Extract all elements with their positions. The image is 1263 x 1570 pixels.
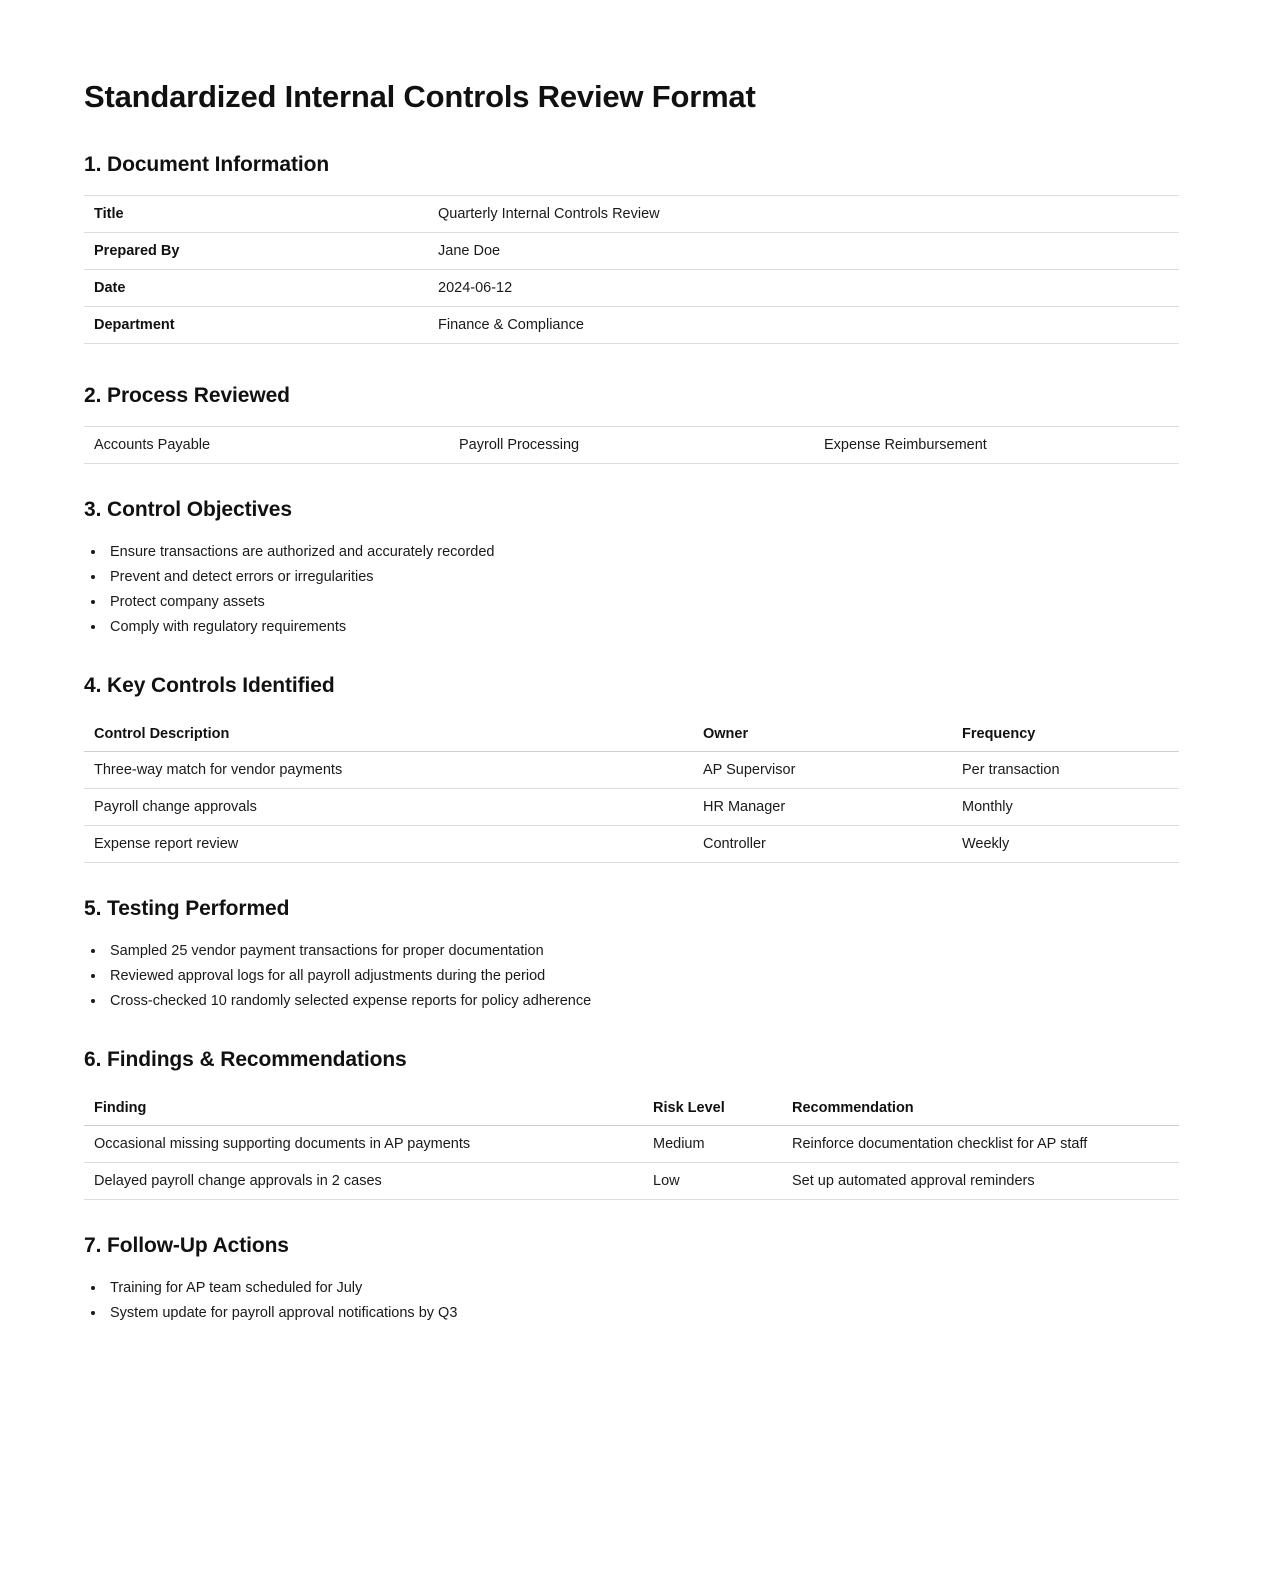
info-value: Finance & Compliance <box>428 307 1179 344</box>
cell-recommendation: Reinforce documentation checklist for AP staff <box>782 1125 1179 1162</box>
section-heading: 5. Testing Performed <box>84 896 290 920</box>
cell-frequency: Per transaction <box>952 751 1179 788</box>
section-follow-up-actions <box>84 1233 1179 1321</box>
cell-frequency: Weekly <box>952 825 1179 862</box>
cell-risk-level: Low <box>643 1162 782 1199</box>
table-row <box>84 825 1179 862</box>
cell-finding: Occasional missing supporting documents in AP payments <box>84 1125 643 1162</box>
column-header: Frequency <box>952 716 1179 752</box>
findings-table <box>84 1090 1179 1200</box>
list-item: • Cross-checked 10 randomly selected expense reports for policy adherence <box>106 989 1179 1014</box>
cell-control-description: Expense report review <box>84 825 693 862</box>
section-heading: 6. Findings & Recommendations <box>84 1047 407 1071</box>
info-value: Jane Doe <box>428 233 1179 270</box>
list-item: • Prevent and detect errors or irregularities <box>106 565 1179 590</box>
column-header: Owner <box>693 716 952 752</box>
process-item: Accounts Payable <box>84 427 449 464</box>
control-objectives-list <box>84 540 1179 640</box>
list-item: • System update for payroll approval notifications by Q3 <box>106 1301 1179 1326</box>
column-header: Control Description <box>84 716 693 752</box>
section-heading: 7. Follow-Up Actions <box>84 1233 289 1257</box>
document-information-table <box>84 195 1179 344</box>
cell-owner: Controller <box>693 825 952 862</box>
cell-risk-level: Medium <box>643 1125 782 1162</box>
list-item: • Ensure transactions are authorized and accurately recorded <box>106 540 1179 565</box>
table-row <box>84 307 1179 344</box>
cell-control-description: Payroll change approvals <box>84 788 693 825</box>
list-item: • Reviewed approval logs for all payroll adjustments during the period <box>106 964 1179 989</box>
column-header: Recommendation <box>782 1090 1179 1126</box>
info-value: Quarterly Internal Controls Review <box>428 196 1179 233</box>
cell-owner: AP Supervisor <box>693 751 952 788</box>
section-process-reviewed <box>84 384 1179 464</box>
table-row <box>84 751 1179 788</box>
section-document-information <box>84 153 1179 344</box>
section-heading: 4. Key Controls Identified <box>84 673 335 697</box>
cell-recommendation: Set up automated approval reminders <box>782 1162 1179 1199</box>
info-value: 2024-06-12 <box>428 270 1179 307</box>
table-row <box>84 427 1179 464</box>
testing-performed-list <box>84 939 1179 1014</box>
key-controls-table <box>84 716 1179 863</box>
page-title: Standardized Internal Controls Review Format <box>84 79 756 114</box>
list-item: • Comply with regulatory requirements <box>106 615 1179 640</box>
follow-up-actions-list <box>84 1276 1179 1321</box>
cell-frequency: Monthly <box>952 788 1179 825</box>
column-header: Risk Level <box>643 1090 782 1126</box>
cell-control-description: Three-way match for vendor payments <box>84 751 693 788</box>
table-row <box>84 233 1179 270</box>
process-item: Payroll Processing <box>449 427 814 464</box>
section-heading: 1. Document Information <box>84 153 330 177</box>
cell-owner: HR Manager <box>693 788 952 825</box>
section-key-controls <box>84 674 1179 863</box>
column-header: Finding <box>84 1090 643 1126</box>
table-row <box>84 196 1179 233</box>
info-key: Department <box>84 307 428 344</box>
table-row <box>84 788 1179 825</box>
list-item: • Sampled 25 vendor payment transactions for proper documentation <box>106 939 1179 964</box>
table-header-row <box>84 1090 1179 1126</box>
table-row <box>84 1162 1179 1199</box>
info-key: Prepared By <box>84 233 428 270</box>
list-item: • Training for AP team scheduled for July <box>106 1276 1179 1301</box>
info-key: Date <box>84 270 428 307</box>
process-item: Expense Reimbursement <box>814 427 1179 464</box>
section-heading: 2. Process Reviewed <box>84 384 290 408</box>
table-header-row <box>84 716 1179 752</box>
list-item: • Protect company assets <box>106 590 1179 615</box>
table-row <box>84 270 1179 307</box>
process-reviewed-table <box>84 426 1179 464</box>
section-heading: 3. Control Objectives <box>84 498 292 522</box>
section-findings-recommendations <box>84 1048 1179 1200</box>
section-testing-performed <box>84 897 1179 1014</box>
info-key: Title <box>84 196 428 233</box>
cell-finding: Delayed payroll change approvals in 2 cases <box>84 1162 643 1199</box>
table-row <box>84 1125 1179 1162</box>
section-control-objectives <box>84 498 1179 640</box>
